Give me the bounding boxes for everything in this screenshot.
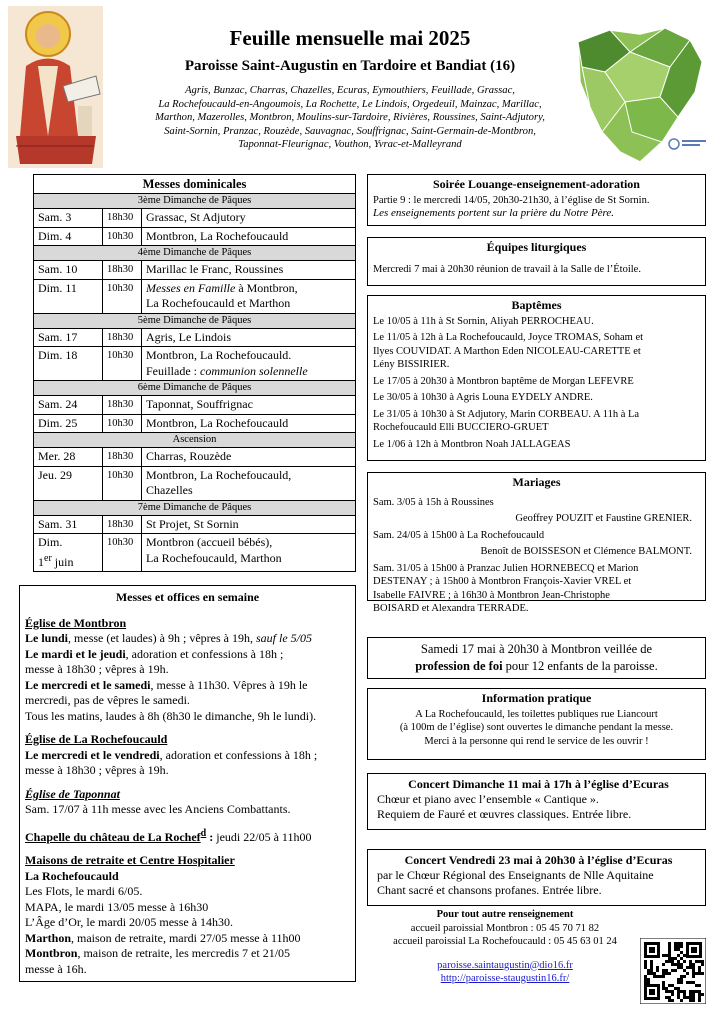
box-title: Mariages: [512, 475, 561, 489]
place-cell: St Projet, St Sornin: [142, 515, 356, 534]
box-title: Baptêmes: [511, 298, 562, 312]
place-cell: [142, 534, 356, 572]
website-link[interactable]: http://paroisse-staugustin16.fr/: [440, 973, 570, 984]
contact-line: accueil paroissial Montbron : 05 45 70 71 82: [410, 922, 600, 934]
weekday-masses-box: [19, 585, 356, 982]
box-line: Mercredi 7 mai à 20h30 réunion de travail à la Salle de l’Étoile.: [373, 263, 641, 275]
place-cell: Taponnat, Souffrignac: [142, 396, 356, 415]
text: messe à 18h30 ; vêpres à 19h.: [25, 662, 169, 676]
village-line: Saint-Sornin, Pranzac, Rouzède, Sauvagnac, Souffrignac, Saint-Germain-de-Montbron,: [164, 125, 536, 137]
text: pour 12 enfants de la paroisse.: [502, 659, 658, 673]
chapel-heading: Chapelle du château de La Rochef: [25, 829, 201, 844]
equipes-box: [367, 237, 706, 286]
table-row: [34, 466, 356, 500]
place-italic: Messes en Famille: [146, 280, 236, 295]
subheading: La Rochefoucauld: [25, 868, 119, 883]
section-header: 5ème Dimanche de Pâques: [34, 313, 356, 328]
office-line: [25, 931, 350, 947]
place-text: La Rochefoucauld, Marthon: [146, 550, 282, 565]
box-line: Le 31/05 à 10h30 à St Adjutory, Marin CORBEAU. A 11h à La: [373, 408, 640, 420]
box-line: Isabelle FAIVRE ; à 16h30 à Montbron Jean-Christophe: [373, 589, 610, 601]
bold-text: :: [206, 829, 214, 844]
place-text: Montbron, La Rochefoucauld,: [146, 467, 292, 482]
box-line: Le 1/06 à 12h à Montbron Noah JALLAGEAS: [373, 438, 571, 450]
village-line: La Rochefoucauld-en-Angoumois, La Rochette, Le Lindois, Orgedeuil, Mainzac, Marillac,: [158, 98, 542, 110]
section-header: 3ème Dimanche de Pâques: [34, 194, 356, 209]
day-cell: [34, 534, 103, 572]
place-text: à Montbron,: [235, 280, 298, 295]
day-cell: Sam. 17: [34, 328, 103, 347]
place-cell: Charras, Rouzède: [142, 448, 356, 467]
box-line: Les enseignements portent sur la prière du Notre Père.: [373, 207, 615, 219]
place-cell: [142, 347, 356, 381]
day-text: 1: [38, 554, 44, 569]
table-title: Messes dominicales: [34, 175, 356, 194]
box-line: Ilyes COUVIDAT. A Marthon Eden NICOLEAU-CARETTE et: [373, 345, 641, 357]
place-cell: Montbron, La Rochefoucauld: [142, 414, 356, 433]
office-line: [25, 826, 350, 846]
day-cell: Dim. 4: [34, 227, 103, 246]
section-header: 4ème Dimanche de Pâques: [34, 246, 356, 261]
place-cell: [142, 466, 356, 500]
place-text: Feuillade :: [146, 363, 200, 378]
day-cell: Dim. 25: [34, 414, 103, 433]
box-line: Rochefoucauld Elli BUCCIERO-GRUET: [373, 422, 549, 433]
box-line: Le 11/05 à 12h à La Rochefoucauld, Joyce TROMAS, Soham et: [373, 332, 644, 343]
mariages-box: [367, 472, 706, 614]
box-line: Merci à la personne qui rend le service de les ouvrir !: [424, 735, 649, 747]
text: , maison de retraite, mardi 27/05 messe à 11h00: [71, 930, 301, 945]
time-cell: 10h30: [103, 227, 142, 246]
bold-text: Le mercredi et le vendredi: [25, 747, 160, 762]
box-line: Sam. 31/05 à 15h00 à Pranzac Julien HORNEBECQ et Marion: [373, 562, 639, 574]
concert2-box: [367, 849, 706, 906]
box-line: Partie 9 : le mercredi 14/05, 20h30-21h30, à l’église de St Sornin.: [373, 194, 650, 206]
box-title: Concert Dimanche 11 mai à 17h à l’église d’Ecuras: [408, 777, 669, 791]
office-line: Les Flots, le mardi 6/05.: [25, 884, 143, 898]
profession-box: [367, 637, 706, 679]
retirement-heading: Maisons de retraite et Centre Hospitalier: [25, 853, 235, 867]
box-line: Chœur et piano avec l’ensemble « Cantique ».: [377, 792, 599, 806]
qr-code: [640, 938, 706, 1004]
village-line: Taponnat-Fleurignac, Vouthon, Yvrac-et-Malleyrand: [238, 139, 462, 151]
contact-block: [370, 908, 640, 986]
place-cell: Montbron, La Rochefoucauld: [142, 227, 356, 246]
day-cell: Sam. 3: [34, 209, 103, 228]
place-italic: communion solennelle: [200, 363, 308, 378]
office-line: Tous les matins, laudes à 8h (8h30 le dimanche, 9h le lundi).: [25, 708, 317, 723]
text: mercredi, pas de vêpres le samedi.: [25, 693, 190, 707]
office-line: [25, 647, 350, 678]
table-row: [34, 209, 356, 228]
table-row: [34, 534, 356, 572]
chapel-sup: d: [200, 827, 207, 839]
time-cell: 10h30: [103, 466, 142, 500]
bold-text: Montbron: [25, 946, 78, 960]
place-text: Montbron, La Rochefoucauld.: [146, 348, 292, 362]
box-line: BOISARD et Alexandra TERRADE.: [373, 603, 529, 614]
box-line: Requiem de Fauré et œuvres classiques. Entrée libre.: [377, 807, 632, 821]
box-line: Geoffrey POUZIT et Faustine GRENIER.: [515, 513, 692, 524]
table-row: [34, 396, 356, 415]
text: messe à 18h30 ; vêpres à 19h.: [25, 763, 169, 777]
place-text: La Rochefoucauld et Marthon: [146, 296, 291, 310]
baptemes-box: [367, 295, 706, 461]
box-line: Lény BISSIRIER.: [373, 359, 450, 370]
time-cell: 10h30: [103, 414, 142, 433]
box-line: [373, 658, 700, 675]
place-cell: Grassac, St Adjutory: [142, 209, 356, 228]
italic-text: sauf le 5/05: [255, 631, 312, 645]
box-line: Chant sacré et chansons profanes. Entrée libre.: [377, 883, 602, 897]
time-cell: 18h30: [103, 209, 142, 228]
church-heading: Église de Taponnat: [25, 786, 120, 801]
text: , messe à 11h30. Vêpres à 19h le: [150, 677, 308, 692]
village-list: [120, 84, 580, 152]
text: , messe (et laudes) à 9h ; vêpres à 19h,: [68, 631, 256, 645]
bold-text: Le mercredi et le samedi: [25, 677, 151, 692]
text: , adoration et confessions à 18h ;: [159, 747, 318, 762]
place-text: Chazelles: [146, 483, 193, 497]
contact-title: Pour tout autre renseignement: [436, 909, 574, 920]
day-cell: Sam. 31: [34, 515, 103, 534]
box-line: Le 17/05 à 20h30 à Montbron baptême de Morgan LEFEVRE: [373, 375, 634, 387]
table-row: [34, 328, 356, 347]
place-cell: Marillac le Franc, Roussines: [142, 261, 356, 280]
text: , maison de retraite, les mercredis 7 et 21/05: [77, 946, 291, 960]
concert1-box: [367, 773, 706, 830]
office-line: [25, 748, 350, 779]
place-cell: [142, 279, 356, 313]
box-title: Messes et offices en semaine: [115, 590, 260, 604]
day-cell: Sam. 10: [34, 261, 103, 280]
email-link[interactable]: paroisse.saintaugustin@dio16.fr: [437, 959, 573, 971]
time-cell: 18h30: [103, 396, 142, 415]
box-line: A La Rochefoucauld, les toilettes publiques rue Liancourt: [415, 708, 658, 720]
office-line: L’Âge d’Or, le mardi 20/05 messe à 14h30.: [25, 915, 234, 929]
day-sup: er: [44, 552, 52, 564]
box-line: par le Chœur Régional des Enseignants de Nlle Aquitaine: [377, 868, 654, 882]
box-line: Sam. 3/05 à 15h à Roussines: [373, 496, 494, 508]
church-heading: Église de Montbron: [25, 615, 127, 630]
bold-text: Le mardi et le jeudi: [25, 646, 126, 661]
time-cell: 18h30: [103, 328, 142, 347]
box-title: Équipes liturgiques: [486, 240, 587, 254]
section-header: 6ème Dimanche de Pâques: [34, 381, 356, 396]
time-cell: 10h30: [103, 279, 142, 313]
table-row: [34, 448, 356, 467]
box-title: Soirée Louange-enseignement-adoration: [433, 177, 640, 191]
bold-text: profession de foi: [415, 659, 503, 673]
box-line: Samedi 17 mai à 20h30 à Montbron veillée de: [420, 642, 653, 656]
text: messe à 16h.: [25, 961, 87, 976]
box-title: Concert Vendredi 23 mai à 20h30 à l’église d’Ecuras: [404, 853, 673, 867]
table-row: [34, 279, 356, 313]
day-cell: Jeu. 29: [34, 466, 103, 500]
time-cell: 18h30: [103, 448, 142, 467]
box-line: Sam. 24/05 à 15h00 à La Rochefoucauld: [373, 529, 545, 541]
time-cell: 18h30: [103, 261, 142, 280]
village-line: Marthon, Mazerolles, Montbron, Moulins-sur-Tardoire, Rivières, Roussines, Saint-Adjutory,: [155, 112, 545, 124]
day-cell: Sam. 24: [34, 396, 103, 415]
time-cell: 10h30: [103, 534, 142, 572]
parish-map: [570, 22, 710, 172]
table-row: [34, 261, 356, 280]
place-cell: Agris, Le Lindois: [142, 328, 356, 347]
sunday-masses-table: [33, 174, 356, 572]
table-row: [34, 414, 356, 433]
saint-augustin-illustration: [8, 6, 103, 168]
office-line: MAPA, le mardi 13/05 messe à 16h30: [25, 899, 209, 914]
church-heading: Église de La Rochefoucauld: [25, 732, 168, 746]
text: jeudi 22/05 à 11h00: [213, 829, 312, 844]
office-line: [25, 631, 350, 647]
time-cell: 10h30: [103, 347, 142, 381]
day-cell: Dim. 11: [34, 279, 103, 313]
box-line: Le 10/05 à 11h à St Sornin, Aliyah PERROCHEAU.: [373, 315, 594, 327]
table-row: [34, 347, 356, 381]
day-cell: Mer. 28: [34, 448, 103, 467]
bold-text: Le lundi: [25, 631, 69, 645]
contact-line: accueil paroissial La Rochefoucauld : 05 45 63 01 24: [393, 936, 617, 947]
office-line: Sam. 17/07 à 11h messe avec les Anciens Combattants.: [25, 802, 291, 816]
page-title: Feuille mensuelle mai 2025: [229, 26, 471, 50]
soiree-box: [367, 174, 706, 226]
time-cell: 18h30: [103, 515, 142, 534]
day-text: Dim.: [38, 535, 63, 549]
box-line: DESTENAY ; à 15h00 à Montbron François-Xavier VREL et: [373, 576, 632, 587]
box-line: Benoît de BOISSESON et Clémence BALMONT.: [480, 546, 692, 557]
info-box: [367, 688, 706, 760]
box-line: (à 100m de l’église) sont ouvertes le dimanche pendant la messe.: [399, 722, 674, 733]
section-header: 7ème Dimanche de Pâques: [34, 500, 356, 515]
bold-text: Marthon: [25, 930, 71, 945]
village-line: Agris, Bunzac, Charras, Chazelles, Ecuras, Eymouthiers, Feuillade, Grassac,: [185, 85, 515, 96]
section-header: Ascension: [34, 433, 356, 448]
table-row: [34, 227, 356, 246]
day-cell: Dim. 18: [34, 347, 103, 381]
table-row: [34, 515, 356, 534]
text: , adoration et confessions à 18h ;: [125, 646, 284, 661]
office-line: [25, 678, 350, 709]
day-text: juin: [51, 554, 74, 569]
box-line: Le 30/05 à 10h30 à Agris Louna EYDELY ANDRE.: [373, 392, 593, 403]
box-title: Information pratique: [481, 691, 592, 705]
place-text: Montbron (accueil bébés),: [146, 535, 273, 549]
parish-name: Paroisse Saint-Augustin en Tardoire et Bandiat (16): [184, 58, 516, 74]
office-line: [25, 946, 350, 977]
